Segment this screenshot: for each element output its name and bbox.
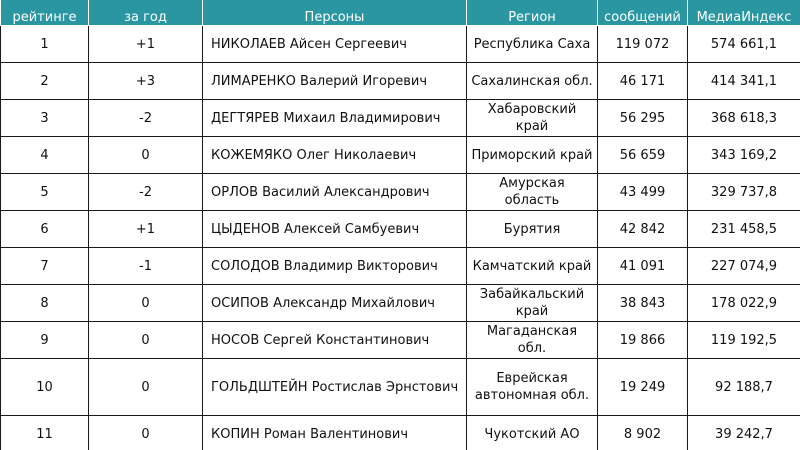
- table-row: [1, 248, 800, 285]
- change-cell: +1: [89, 211, 203, 248]
- change-cell: 0: [89, 416, 203, 450]
- region-cell: Приморский край: [467, 137, 598, 174]
- person-cell: КОПИН Роман Валентинович: [203, 416, 467, 450]
- table-row: [1, 174, 800, 211]
- index-cell: 329 737,8: [688, 174, 800, 211]
- index-cell: 178 022,9: [688, 285, 800, 322]
- table-row: [1, 100, 800, 137]
- change-cell: 0: [89, 137, 203, 174]
- region-cell: Забайкальский край: [467, 285, 598, 322]
- region-cell: Бурятия: [467, 211, 598, 248]
- person-cell: ГОЛЬДШТЕЙН Ростислав Эрнстович: [203, 359, 467, 416]
- change-cell: +3: [89, 63, 203, 100]
- header-index: МедиаИндекс: [688, 0, 800, 26]
- messages-cell: 42 842: [598, 211, 688, 248]
- rank-cell: 2: [1, 63, 89, 100]
- rank-cell: 9: [1, 322, 89, 359]
- index-cell: 343 169,2: [688, 137, 800, 174]
- person-cell: КОЖЕМЯКО Олег Николаевич: [203, 137, 467, 174]
- index-cell: 92 188,7: [688, 359, 800, 416]
- header-change: за год: [89, 0, 203, 26]
- region-cell: Республика Саха: [467, 26, 598, 63]
- header-messages: сообщений: [598, 0, 688, 26]
- person-cell: ЦЫДЕНОВ Алексей Самбуевич: [203, 211, 467, 248]
- messages-cell: 19 866: [598, 322, 688, 359]
- messages-cell: 43 499: [598, 174, 688, 211]
- table-row: [1, 211, 800, 248]
- region-cell: Чукотский АО: [467, 416, 598, 450]
- region-cell: Амурская область: [467, 174, 598, 211]
- table-row: [1, 416, 800, 450]
- index-cell: 39 242,7: [688, 416, 800, 450]
- table-row: [1, 26, 800, 63]
- index-cell: 368 618,3: [688, 100, 800, 137]
- rank-cell: 4: [1, 137, 89, 174]
- rank-cell: 8: [1, 285, 89, 322]
- rank-cell: 11: [1, 416, 89, 450]
- region-cell: Еврейская автономная обл.: [467, 359, 598, 416]
- header-rank: рейтинге: [1, 0, 89, 26]
- messages-cell: 46 171: [598, 63, 688, 100]
- index-cell: 227 074,9: [688, 248, 800, 285]
- rank-cell: 6: [1, 211, 89, 248]
- index-cell: 414 341,1: [688, 63, 800, 100]
- index-cell: 574 661,1: [688, 26, 800, 63]
- messages-cell: 41 091: [598, 248, 688, 285]
- rank-cell: 1: [1, 26, 89, 63]
- change-cell: 0: [89, 285, 203, 322]
- person-cell: ОСИПОВ Александр Михайлович: [203, 285, 467, 322]
- change-cell: 0: [89, 359, 203, 416]
- rank-cell: 10: [1, 359, 89, 416]
- change-cell: -2: [89, 100, 203, 137]
- region-cell: Камчатский край: [467, 248, 598, 285]
- table-row: [1, 137, 800, 174]
- messages-cell: 56 659: [598, 137, 688, 174]
- change-cell: -1: [89, 248, 203, 285]
- messages-cell: 119 072: [598, 26, 688, 63]
- index-cell: 119 192,5: [688, 322, 800, 359]
- messages-cell: 19 249: [598, 359, 688, 416]
- region-cell: Сахалинская обл.: [467, 63, 598, 100]
- person-cell: ЛИМАРЕНКО Валерий Игоревич: [203, 63, 467, 100]
- change-cell: 0: [89, 322, 203, 359]
- person-cell: СОЛОДОВ Владимир Викторович: [203, 248, 467, 285]
- person-cell: НИКОЛАЕВ Айсен Сергеевич: [203, 26, 467, 63]
- region-cell: Хабаровский край: [467, 100, 598, 137]
- table-row: [1, 359, 800, 416]
- header-person: Персоны: [203, 0, 467, 26]
- table-header-row: [1, 0, 800, 26]
- messages-cell: 56 295: [598, 100, 688, 137]
- person-cell: ОРЛОВ Василий Александрович: [203, 174, 467, 211]
- index-cell: 231 458,5: [688, 211, 800, 248]
- rank-cell: 5: [1, 174, 89, 211]
- change-cell: -2: [89, 174, 203, 211]
- rank-cell: 7: [1, 248, 89, 285]
- person-cell: ДЕГТЯРЕВ Михаил Владимирович: [203, 100, 467, 137]
- rank-cell: 3: [1, 100, 89, 137]
- table-row: [1, 322, 800, 359]
- table-row: [1, 285, 800, 322]
- region-cell: Магаданская обл.: [467, 322, 598, 359]
- header-region: Регион: [467, 0, 598, 26]
- table-row: [1, 63, 800, 100]
- person-cell: НОСОВ Сергей Константинович: [203, 322, 467, 359]
- messages-cell: 8 902: [598, 416, 688, 450]
- messages-cell: 38 843: [598, 285, 688, 322]
- change-cell: +1: [89, 26, 203, 63]
